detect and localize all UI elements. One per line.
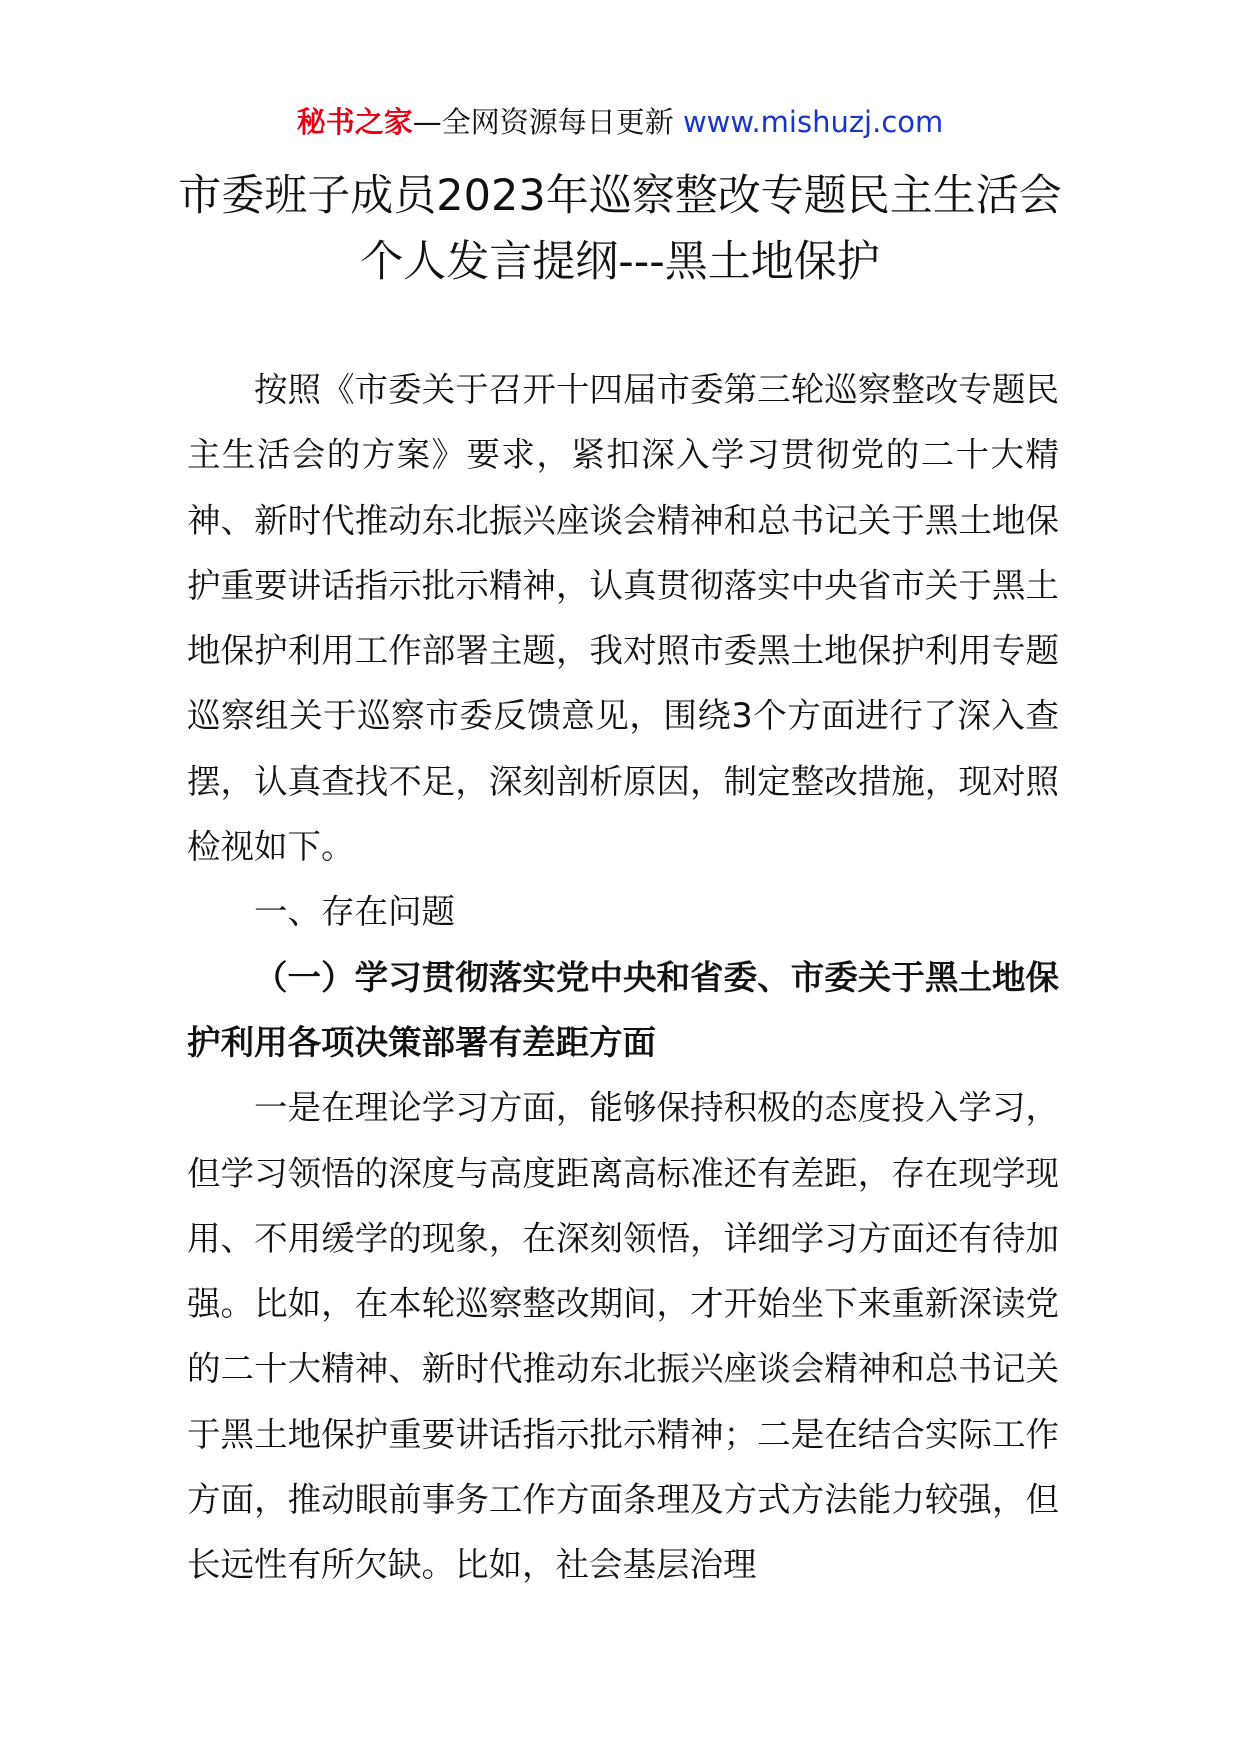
intro-paragraph: 按照《市委关于召开十四届市委第三轮巡察整改专题民主生活会的方案》要求，紧扣深入学习贯彻党的二十大精神、新时代推动东北振兴座谈会精神和总书记关于黑土地保护重要讲话指示批示精神，认真贯彻落实中央省市关于黑土地保护利用工作部署主题，我对照市委黑土地保护利用专题巡察组关于巡察市委反馈意见，围绕3个方面进行了深入查摆，认真查找不足，深刻剖析原因，制定整改措施，现对照检视如下。 — [187, 370, 1059, 867]
document-title-line-2: 个人发言提纲---黑土地保护 — [360, 237, 880, 287]
brand-name: 秘书之家 — [296, 105, 413, 139]
site-url-link[interactable]: www.mishuzj.com — [682, 105, 944, 139]
body-paragraph: 一是在理论学习方面，能够保持积极的态度投入学习，但学习领悟的深度与高度距离高标准还有差距，存在现学现用、不用缓学的现象，在深刻领悟，详细学习方面还有待加强。比如，在本轮巡察整改期间，才开始坐下来重新深读党的二十大精神、新时代推动东北振兴座谈会精神和总书记关于黑土地保护重要讲话指示批示精神；二是在结合实际工作方面，推动眼前事务工作方面条理及方式方法能力较强，但长远性有所欠缺。比如，社会基层治理 — [187, 1088, 1059, 1585]
document-body — [187, 357, 1059, 1598]
section-heading: 一、存在问题 — [254, 892, 455, 932]
subsection-heading: （一）学习贯彻落实党中央和省委、市委关于黑土地保护利用各项决策部署有差距方面 — [187, 957, 1059, 1062]
document-title — [0, 163, 1240, 295]
header-tagline: —全网资源每日更新 — [412, 105, 674, 139]
document-title-line-1: 市委班子成员2023年巡察整改专题民主生活会 — [178, 171, 1062, 221]
site-header — [0, 100, 1240, 144]
